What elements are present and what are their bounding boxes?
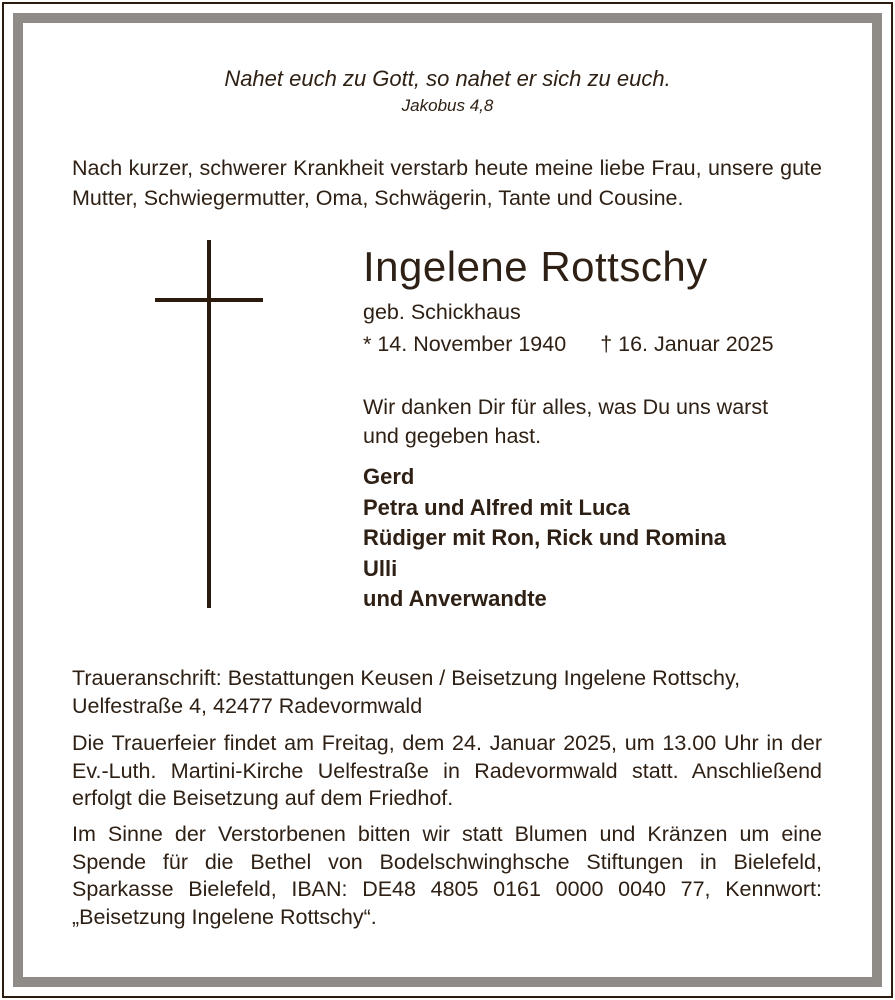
thanks-text: Wir danken Dir für alles, was Du uns warst und gegeben hast.: [363, 395, 769, 448]
death-date: † 16. Januar 2025: [600, 332, 774, 356]
cross-horizontal-bar: [155, 298, 263, 302]
mourner-name: Ulli: [363, 555, 398, 581]
life-dates: [363, 331, 803, 357]
quote-source: Jakobus 4,8: [401, 96, 494, 115]
mourner-name: Petra und Alfred mit Luca: [363, 494, 630, 520]
cross-vertical-bar: [207, 240, 211, 608]
birth-date: * 14. November 1940: [363, 332, 567, 356]
quote-block: [40, 66, 855, 116]
mourner-name: Rüdiger mit Ron, Rick und Romina: [363, 525, 727, 550]
deceased-name: Ingelene Rottschy: [363, 243, 708, 290]
deceased-section: [363, 243, 803, 615]
funeral-address: Traueranschrift: Bestattungen Keusen / Beisetzung Ingelene Rottschy, Uelfestraße 4, 42477 Radevormwald: [72, 666, 741, 718]
donation-info: Im Sinne der Verstorbenen bitten wir statt Blumen und Kränzen um eine Spende für die Bethel von Bodelschwinghsche Stiftungen in Bielefeld, Sparkasse Bielefeld, IBAN: DE48 4805 0161 0000 0040 77, Kennwort: „Beisetzung Ingelene Rottschy“.: [72, 822, 822, 929]
mourner-name: und Anverwandte: [363, 586, 547, 611]
maiden-name: geb. Schickhaus: [363, 300, 521, 324]
service-info: Die Trauerfeier findet am Freitag, dem 24. Januar 2025, um 13.00 Uhr in der Ev.-Luth. Martini-Kirche Uelfestraße in Radevormwald statt. Anschließend erfolgt die Beisetzung auf dem Friedhof.: [72, 731, 822, 810]
mourners-list: [363, 462, 803, 615]
mourner-name: Gerd: [363, 464, 415, 489]
bible-quote: Nahet euch zu Gott, so nahet er sich zu euch.: [224, 66, 671, 91]
intro-text: Nach kurzer, schwerer Krankheit verstarb heute meine liebe Frau, unsere gute Mutter, Schwiegermutter, Oma, Schwägerin, Tante und Cousine.: [72, 156, 822, 210]
